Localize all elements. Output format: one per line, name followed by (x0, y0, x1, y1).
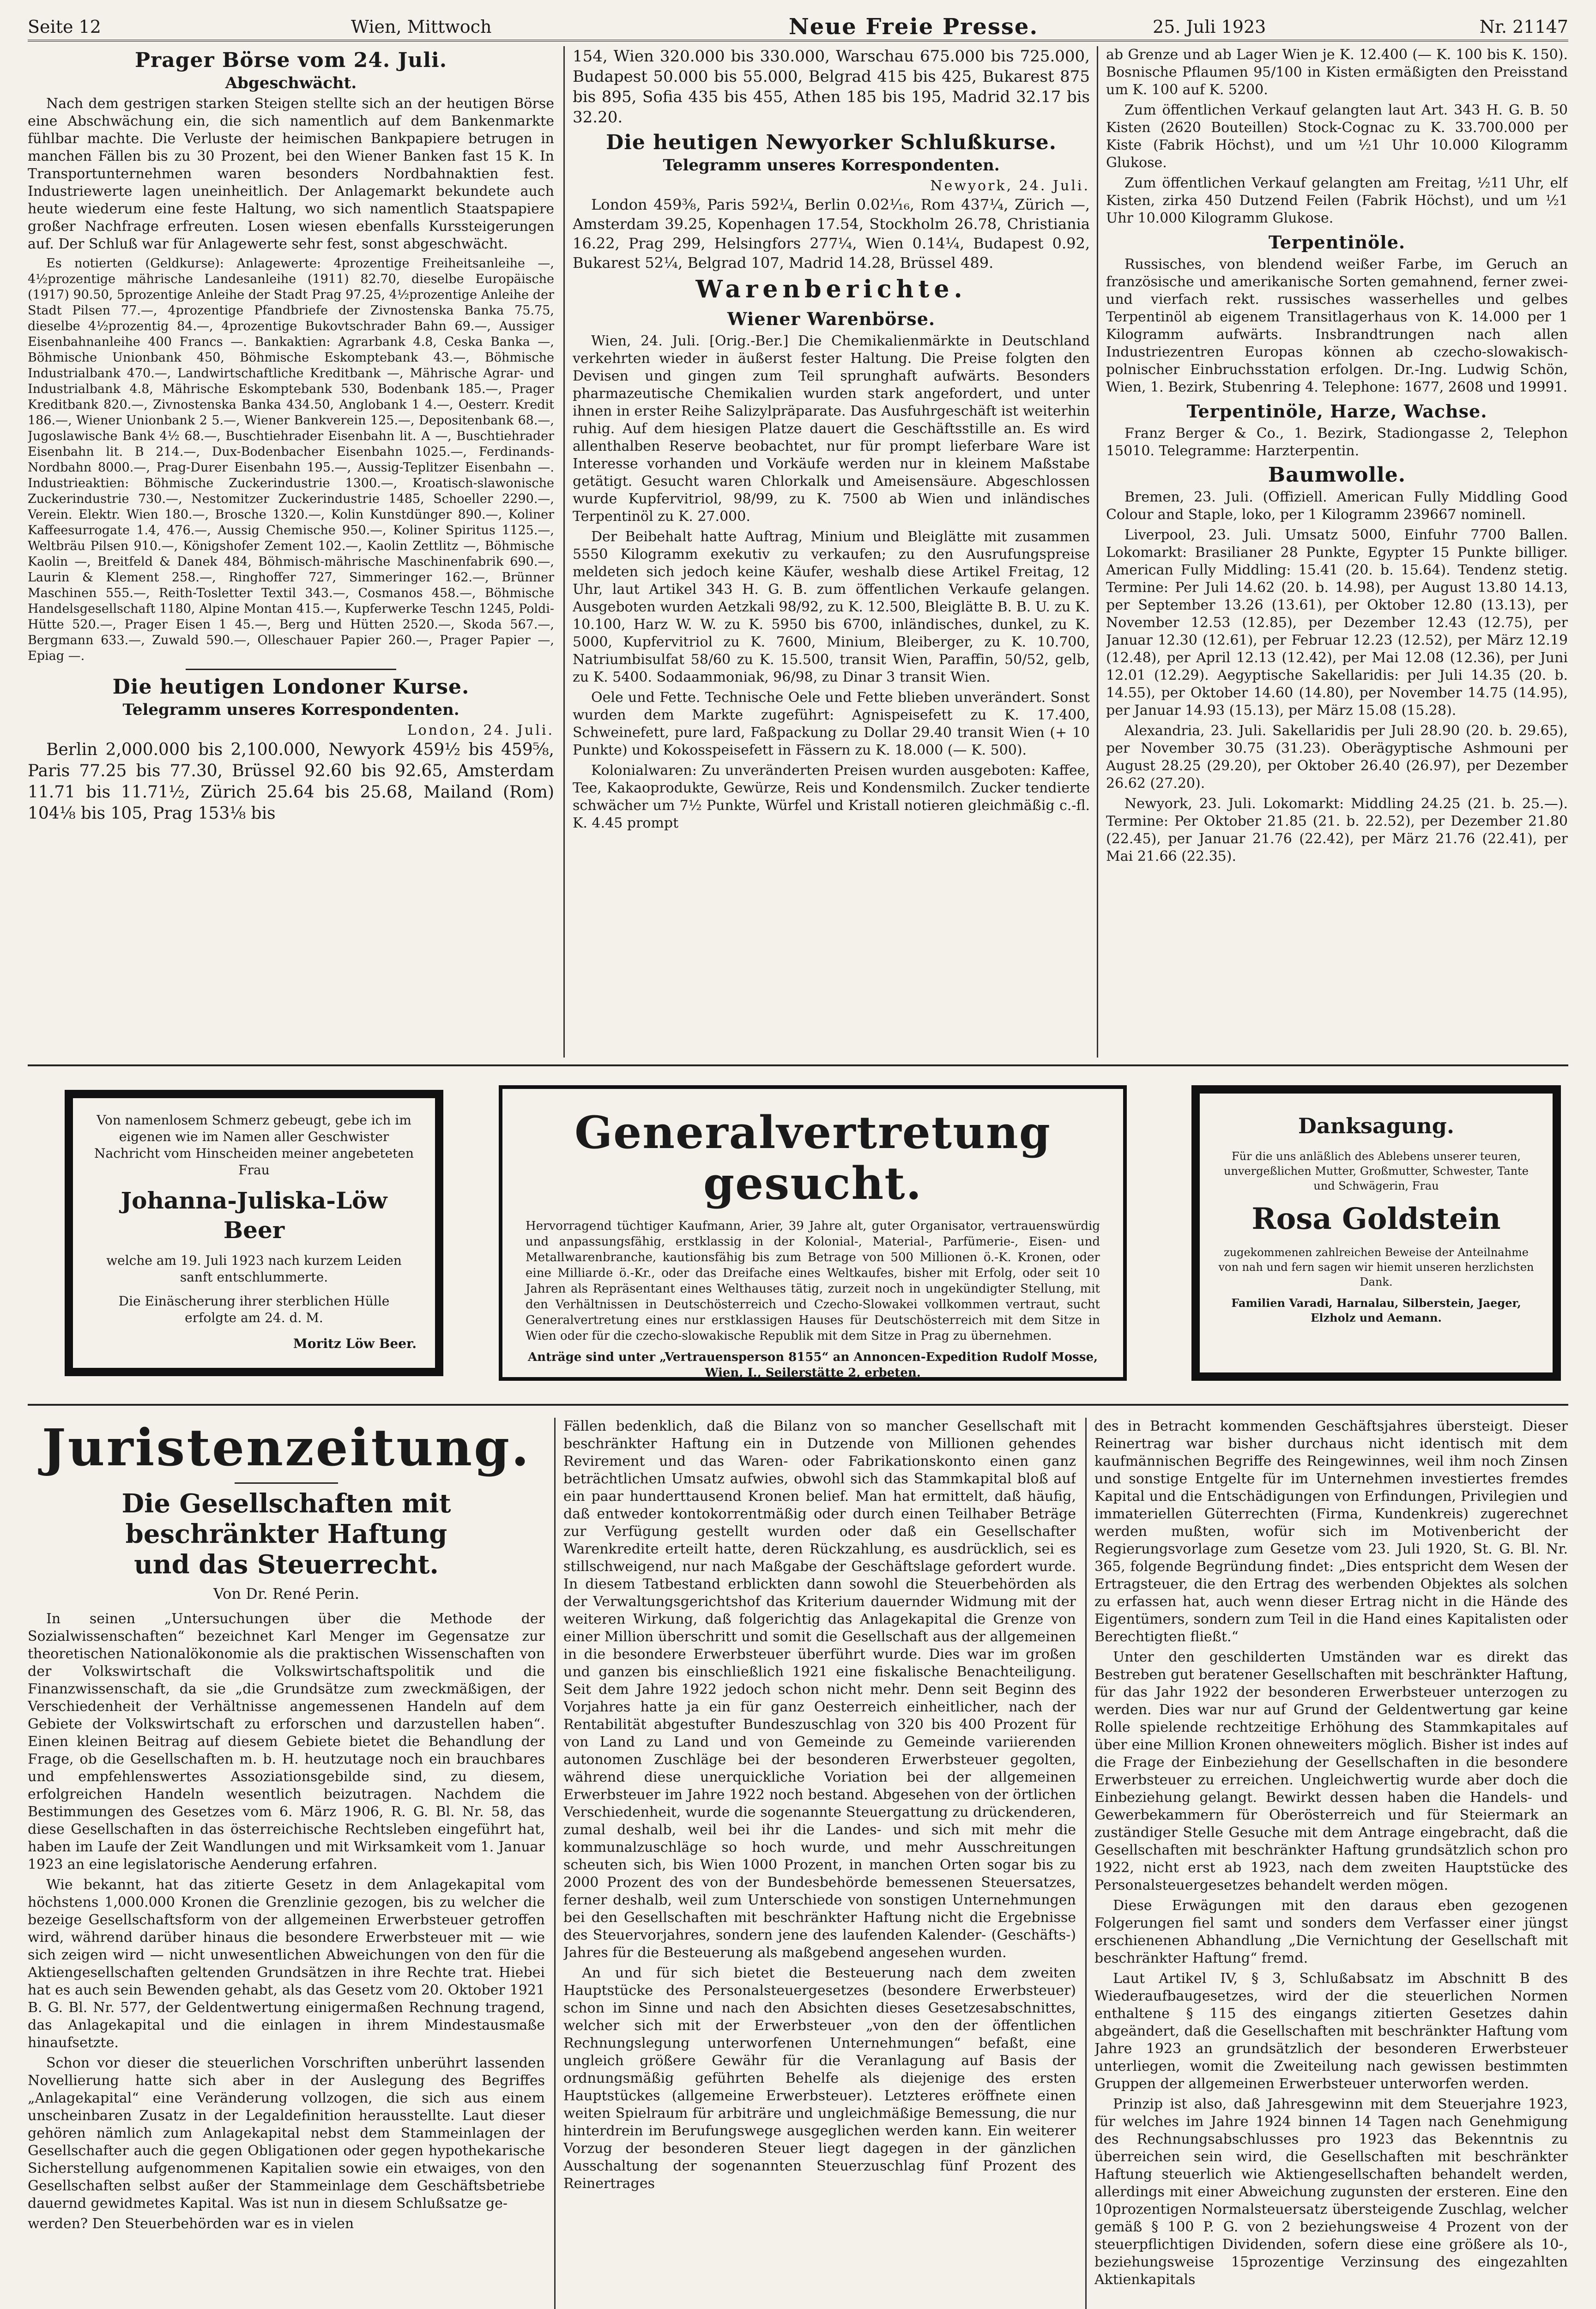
rates-continued: 154, Wien 320.000 bis 330.000, Warschau 675.000 bis 725.000, Budapest 50.000 bis 55.000, Belgrad 415 bis 425, Bukarest 875 bis 895, Sofia 435 bis 455, Athen 185 bis 195, Madrid 32.17 bis 32.20. (573, 47, 1090, 127)
prague-exchange-title: Prager Börse vom 24. Juli. (134, 48, 447, 72)
job-ad (499, 1085, 1127, 1381)
col3-text-2: Zum öffentlichen Verkauf gelangten am Freitag, ½11 Uhr, elf Kisten, zirka 450 Dutzend Feilen (Fabrik Höchst), und um ½1 Uhr 10.000 Kilogramm Glukose. (1106, 175, 1568, 226)
london-dateline: London, 24. Juli. (407, 722, 554, 738)
newyork-rates-text: London 459⅜, Paris 592¼, Berlin 0.02¹⁄₁₆, Rom 437¼, Zürich —, Amsterdam 39.25, Kopenhagen 17.54, Stockholm 26.78, Christiania 16.22, Prag 299, Helsingfors 277¼, Wien 0.14¼, Budapest 0.92, Bukarest 52¼, Belgrad 107, Madrid 14.28, Brüssel 489. (573, 196, 1090, 272)
article-paragraph-10: Laut Artikel IV, § 3, Schlußabsatz im Abschnitt B des Wiederaufbaugesetzes, wird der die steuerlichen Normen enthaltene § 115 des eingangs zitierten Gesetzes dahin abgeändert, daß die Gesellschaften mit beschränkter Haftung vom Jahre 1923 an grundsätzlich der besonderen Erwerbsteuer unterliegen, womit die Zweiteilung nach gewissen bestimmten Gruppen der allgemeinen Erwerbsteuer unterworfen werden. (1094, 1971, 1568, 2092)
commodity-reports-title: Warenberichte. (695, 275, 967, 303)
article-title-line-1: Die Gesellschaften mit beschränkter Haftung (121, 1488, 451, 1549)
divider (235, 1482, 338, 1484)
article-paragraph-1: In seinen „Untersuchungen über die Methode der Sozialwissenschaften“ bezeichnet Karl Menger im Gegensatze zur theoretischen Nationalökonomie als die praktischen Wissenschaften von der Volkswirtschaft die Volkswirtschaftspolitik und die Finanzwissenschaft, da sie „die Grundsätze zum zweckmäßigen, der Verschiedenheit der Verhältnisse angemessenen Handeln auf dem Gebiete der Volkswirtschaft zu erforschen und darzustellen haben“. Einen kleinen Beitrag auf diesem Gebiete bietet die Behandlung der Frage, ob die Gesellschaften m. b. H. heutzutage noch ein brauchbares und empfehlenswertes Assoziationsgebilde sind, zu diesem, erfolgreichen Handeln wesentlich beizutragen. Nachdem die Bestimmungen des Gesetzes vom 6. März 1906, R. G. Bl. Nr. 58, das diese Gesellschaften in das österreichische Rechtsleben eingeführt hat, haben im Laufe der Zeit Wandlungen und mit Wirksamkeit vom 1. Januar 1923 an eine legislatorische Aenderung erfahren. (28, 1611, 545, 1873)
vienna-commodity-text-1: Wien, 24. Juli. [Orig.-Ber.] Die Chemikalienmärkte in Deutschland verkehrten wieder in äußerst fester Haltung. Die Preise folgten den Devisen und gingen zum Teil sprunghaft aufwärts. Besonders pharmazeutische Chemikalien wurden stark angefordert, und unter ihnen in erster Reihe Salizylpräparate. Das Ausfuhrgeschäft ist weiterhin ruhig. Auf dem hiesigen Platze dauert die Geschäftsstille an. Es wird allenthalben Reserve beobachtet, nur für prompt lieferbare Ware ist Interesse vorhanden und Vorkäufe werden nur in kleinem Maßstabe getätigt. Gesucht waren Chlorkalk und Ameisensäure. Abgeschlossen wurde Kupfervitriol, 98/99, zu K. 7500 ab Wien und inländisches Terpentinöl zu K. 27.000. (573, 333, 1090, 525)
london-rates-text: Berlin 2,000.000 bis 2,100.000, Newyork 459½ bis 459⅝, Paris 77.25 bis 77.30, Brüssel 92.60 bis 92.65, Amsterdam 11.71 bis 11.71½, Zürich 25.64 bis 25.68, Mailand (Rom) 104⅛ bis 105, Prag 153⅛ bis (28, 740, 554, 823)
juristen-column-2 (563, 1418, 1076, 2309)
article-paragraph-2: Wie bekannt, hat das zitierte Gesetz in dem Anlagekapital vom höchstens 1,000.000 Kronen die Grenzlinie gezogen, bis zu welcher die bezeige Gesellschaftsform von der allgemeinen Erwerbsteuer getroffen wird, während darüber hinaus die besondere Erwerbsteuer mit — wie sich zeigen wird — nicht unwesentlichen Abweichungen von den für die Aktiengesellschaften geltenden Grundsätzen in ihre Rechte trat. Hiebei hat es auch sein Bewenden gehabt, als das Gesetz vom 20. Oktober 1921 B. G. Bl. Nr. 577, der Geldentwertung einigermaßen Rechnung tragend, das Anlagekapital und die einlagen in ihrem Mindestausmaße hinaufsetzte. (28, 1877, 545, 2051)
masthead-dayline: Wien, Mittwoch (351, 17, 492, 37)
thanks-name: Rosa Goldstein (1251, 1202, 1501, 1236)
obituary-intro: Von namenlosem Schmerz gebeugt, gebe ich im eigenen wie im Namen aller Geschwister Nachricht vom Hinscheiden meiner angebeteten Frau (94, 1112, 414, 1178)
obituary-cremation-text: Die Einäscherung ihrer sterblichen Hülle erfolgte am 24. d. M. (118, 1294, 390, 1325)
legal-journal-title: Juristenzeitung. (42, 1418, 531, 1477)
column-2 (573, 46, 1090, 1058)
cotton-alexandria: Alexandria, 23. Juli. Sakellaridis per Juli 28.90 (20. b. 29.65), per November 30.75 (31.23). Oberägyptische Ashmouni per August 28.25 (29.20), per Oktober 26.40 (26.97), per Dezember 26.62 (27.20). (1106, 723, 1568, 792)
article-paragraph-11: Prinzip ist also, daß Jahresgewinn mit dem Steuerjahre 1923, für welches im Jahre 1924 binnen 14 Tagen nach Genehmigung des Rechnungsabschlusses pro 1923 das Bekenntnis zu überreichen sein wird, die Gesellschaften mit beschränkter Haftung steuerlich wie Aktiengesellschaften behandelt werden, allerdings mit einer Abweichung zugunsten der ersteren. Eine den 10prozentigen Normalsteuersatz übersteigende Zuschlag, welcher gemäß § 100 P. G. von 2 beziehungsweise 4 Prozent von der steuerpflichtigen Dividenden, sofern diese eine größere als 10-, beziehungsweise 15prozentige Verzinsung des eingezahlten Aktienkapitals (1094, 2096, 1568, 2288)
job-ad-contact: Anträge sind unter „Vertrauensperson 8155“ an Annoncen-Expedition Rudolf Mosse, Wien, I., Seilerstätte 2, erbeten. (527, 1350, 1098, 1380)
article-paragraph-4: werden? Den Steuerbehörden war es in vielen (28, 2216, 354, 2232)
job-ad-text: Hervorragend tüchtiger Kaufmann, Arier, 39 Jahre alt, guter Organisator, vertrauenswürdig und anpassungsfähig, erstklassig in der Kolonial-, Material-, Parfümerie-, Eisen- und Metallwarenbranche, kautionsfähig bis zum Betrage von 500 Millionen ö.-K. Kronen, oder eine Milliarde ö.-Kr., oder das Dreifache eines Weltkaufes, bisher mit Erfolg, oder seit 10 Jahren als Repräsentant eines Welthauses tätig, zurzeit noch in ungekündigter Stellung, mit den Verhältnissen in Deutschösterreich und Czecho-Slowakei vollkommen vertraut, sucht Generalvertretung eines nur erstklassigen Hauses für Deutschösterreich mit dem Sitze in Wien oder für die czecho-slowakische Republik mit dem Sitze in Prag zu übernehmen. (526, 1219, 1100, 1343)
thanks-intro: Für die uns anläßlich des Ablebens unserer teuren, unvergeßlichen Mutter, Großmutter, Schwester, Tante und Schwägerin, Frau (1224, 1150, 1529, 1192)
column-rule (563, 46, 565, 1058)
vienna-commodity-text-2: Der Beibehalt hatte Auftrag, Minium und Bleiglätte mit zusammen 5550 Kilogramm exekutiv zu verkaufen; zu den Ausrufungspreise meldeten sich jedoch keine Käufer, weshalb diese Artikel Freitag, 12 Uhr, laut Artikel 343 H. G. B. zum öffentlichen Verkaufe gelangen. Ausgeboten wurden Aetzkali 98/92, zu K. 12.500, Bleiglätte B. B. U. zu K. 10.100, Harz W. W. zu K. 5950 bis 6700, inländisches, dunkel, zu K. 5000, Kupfervitriol zu K. 7600, Minium, Bleiberger, zu K. 10.700, Natriumbisulfat 58/60 zu K. 15.500, transit Wien, Paraffin, 50/52, gelb, zu K. 5400. Sodaammoniak, 96/98, zu Dinar 3 transit Wien. (573, 529, 1090, 685)
thanks-ad (1191, 1085, 1561, 1381)
vienna-commodity-text-3: Oele und Fette. Technische Oele und Fette blieben unverändert. Sonst wurden dem Markte zugeführt: Agnispeisefett zu K. 17.400, Schweinefett, pure lard, Faßpackung zu Dollar 29.40 transit Wien (+ 10 Punkte) und Kokosspeisefett in Fässern zu K. 18.000 (— K. 500). (573, 689, 1090, 758)
column-rule (1097, 46, 1098, 1058)
obituary-ad (65, 1090, 443, 1376)
masthead (28, 14, 1568, 42)
article-paragraph-9: Diese Erwägungen mit den daraus eben gezogenen Folgerungen fiel samt und sonders dem Verfasser einer jüngst erschienenen Abhandlung „Die Vernichtung der Gesellschaft mit beschränkter Haftung“ fremd. (1094, 1898, 1568, 1966)
article-paragraph-7: des in Betracht kommenden Geschäftsjahres übersteigt. Dieser Reinertrag war bisher durchaus nicht identisch mit dem kaufmännischen Begriffe des Reingewinnes, weil ihm noch Zinsen und sonstige Entgelte für im Unternehmen investiertes fremdes Kapital und die Entschädigungen von Erfindungen, Privilegien und immateriellen Güterrechten (Firma, Kundenkreis) zugerechnet werden mußten, wofür sich im Motivenbericht der Regierungsvorlage zum Gesetze vom 23. Juli 1920, St. G. Bl. Nr. 365, folgende Begründung findet: „Dies entspricht dem Wesen der Ertragsteuer, die den Ertrag des werbenden Objektes als solchen zu erfassen hat, auch wenn dieser Ertrag nicht in die Hände des Eigentümers, sondern zum Teil in die Hand eines Kapitalisten oder Berechtigten fließt.“ (1094, 1418, 1568, 1645)
article-paragraph-8: Unter den geschilderten Umständen war es direkt das Bestreben gut beratener Gesellschaften mit beschränkter Haftung, für das Jahr 1922 der besonderen Erwerbsteuer unterzogen zu werden. Dies war nur auf Grund der Geldentwertung gar keine Rolle spielende rechtzeitige Erhöhung des Stammkapitales auf über eine Million Kronen ohneweiters möglich. Bisher ist indes auf die Frage der Einbeziehung der Gesellschaften in die besondere Erwerbsteuer zu erreichen. Ungleichwertig wurde aber doch die Einbeziehung gelangt. Bewirkt dessen haben die Handels- und Gewerbekammern für Oberösterreich und für Steiermark an zuständiger Stelle Gesuche mit dem Antrage eingebracht, daß die Gesellschaften mit beschränkter Haftung grundsätzlich schon pro 1922, nicht erst ab 1923, nach dem zweiten Hauptstücke des Personalsteuergesetzes behandelt werden mögen. (1094, 1649, 1568, 1893)
job-ad-title: Generalvertretung gesucht. (574, 1106, 1051, 1209)
thanks-text: zugekommenen zahlreichen Beweise der Anteilnahme von nah und fern sagen wir hiemit unseren herzlichsten Dank. (1218, 1246, 1534, 1288)
obituary-name: Johanna-Juliska-Löw Beer (121, 1187, 387, 1244)
prague-exchange-text: Nach dem gestrigen starken Steigen stellte sich an der heutigen Börse eine Abschwächung ein, die sich namentlich auf dem Bankenmarkte fühlbar machte. Die Verluste der heimischen Bankpapiere betrugen in manchen Fällen bis zu 30 Prozent, bei den Wiener Banken fast 15 K. In Transportunternehmen waren besonders Nordbahnaktien fest. Industriewerte lagen uneinheitlich. Der Anlagemarkt bekundete auch heute wiederum eine feste Haltung, wo sich namentlich Staatspapiere großer Nachfrage erfreuten. Losen wiesen ebenfalls Kurssteigerungen auf. Der Schluß war für Anlagewerte sehr fest, sonst abgeschwächt. (28, 96, 554, 252)
article-byline: Von Dr. René Perin. (213, 1585, 360, 1602)
cotton-liverpool: Liverpool, 23. Juli. Umsatz 5000, Einfuhr 7700 Ballen. Lokomarkt: Brasilianer 28 Punkte, Egypter 15 Punkte billiger. American Fully Middling: 15.41 (20. b. 15.64). Tendenz stetig. Termine: Per Juli 14.62 (20. b. 14.98), per August 13.80 14.13, per September 13.26 (13.61), per Oktober 12.80 (13.13), per November 12.53 (12.85), per Dezember 12.43 (12.75), per Januar 12.30 (12.61), per Februar 12.23 (12.52), per März 12.19 (12.48), per April 12.13 (12.42), per Mai 12.08 (12.36), per Juni 12.01 (12.29). Aegyptische Sakellaridis: per Juli 14.35 (20. b. 14.55), per Oktober 14.60 (14.80), per November 14.75 (14.95), per Januar 14.93 (15.13), per März 15.08 (15.28). (1106, 527, 1568, 719)
cotton-title: Baumwolle. (1268, 463, 1406, 487)
article-paragraph-5: Fällen bedenklich, daß die Bilanz von so mancher Gesellschaft mit beschränkter Haftung ein in Dutzende von Millionen gehendes Revirement und das Waren- oder Fabrikationskonto einen ganz beträchtlichen Umsatz aufwies, obwohl sich das Stammkapital bloß auf ein paar hunderttausend Kronen belief. Man hat ermittelt, daß häufig, daß entweder kontokorrentmäßig oder durch einen Teilhaber Beträge zur Verfügung gestellt wurden oder daß ein Gesellschafter Warenkredite erteilt hatte, deren Rückzahlung, es ausdrücklich, sei es stillschweigend, nur nach Maßgabe der Geschäftslage gefordert wurde. In diesem Tatbestand erblickten dann sowohl die Steuerbehörden als der Verwaltungsgerichtshof das Kriterium dauernder Widmung mit der weiteren Wirkung, daß folgerichtig das Anlagekapital die Grenze von einer Million überschritt und somit die Gesellschaft aus der allgemeinen in die besondere Erwerbsteuer überführt wurde. Dies war im großen und ganzen bis einschließlich 1921 eine fiskalische Benachteiligung. Seit dem Jahre 1922 jedoch schon nicht mehr. Denn seit Beginn des Vorjahres hatte ja ein für ganz Oesterreich einheitlicher, nach der Rentabilität abgestufter Bundeszuschlag von 320 bis 400 Prozent für von Land zu Land und von Gemeinde zu Gemeinde variierenden autonomen Zuschläge bei der besonderen Erwerbsteuer gegolten, während diese unerquickliche Voriation bei der allgemeinen Erwerbsteuer im Jahre 1922 noch bestand. Abgesehen von der örtlichen Verschiedenheit, wurde die sogenannte Steuergattung zu drückenderen, zumal deshalb, weil bei ihr die Landes- und sich mit mehr die kommunalzuschläge so hoch wurde, und mehr Ausschreitungen scheuten sich, bis Wien 1000 Prozent, in manchen Orten sogar bis zu 2000 Prozent des von der Bundesbehörde bemessenen Steuersatzes, ferner deshalb, weil zum Unterschiede von sonstigen Unternehmungen bei den Gesellschaften mit beschränkter Haftung nicht die Ergebnisse des Steuervorjahres, sondern jene des laufenden Kalender- (Geschäfts-) Jahres für die Besteuerung als maßgebend angesehen wurden. (563, 1418, 1076, 1961)
obituary-signature: Moritz Löw Beer. (293, 1336, 417, 1351)
turpentine-text: Russisches, von blendend weißer Farbe, im Geruch an französische und amerikanische Sorten gemahnend, ferner zwei- und vierfach rekt. russisches wasserhelles und gelbes Terpentinöl ab eigenem Transitlagerhaus von K. 14.000 per 1 Kilogramm aufwärts. Insbrandtrungen nach allen Industriezentren Europas können ab czecho-slowakisch-polnischer Einbruchsstation erfolgen. Dr.-Ing. Ludwig Schön, Wien, 1. Bezirk, Stubenring 4. Telephone: 1677, 2608 und 19991. (1106, 256, 1568, 395)
resins-title: Terpentinöle, Harze, Wachse. (1186, 401, 1487, 422)
masthead-right (1153, 17, 1568, 37)
col3-text-1: Zum öffentlichen Verkauf gelangten laut Art. 343 H. G. B. 50 Kisten (2620 Bouteillen) Stock-Cognac zu K. 33.700.000 per Kiste (Fabrik Höchst), und um ½1 Uhr 10.000 Kilogramm Glukose. (1106, 102, 1568, 171)
masthead-page: Seite 12 (28, 17, 101, 37)
thanks-title: Danksagung. (1298, 1113, 1454, 1138)
masthead-date: 25. Juli 1923 (1153, 17, 1266, 37)
article-paragraph-3: Schon vor dieser die steuerlichen Vorschriften unberührt lassenden Novellierung hatte sich aber in der Auslegung des Begriffes „Anlagekapital“ eine Veränderung vollzogen, die sich aus einem unscheinbaren Zusatz in der Legaldefinition herausstellte. Laut dieser gehören nämlich zum Anlagekapital nebst dem Stammeinlagen der Gesellschafter auch die gegen Obligationen oder gegen hypothekarische Sicherstellung aufgenommenen Kapitalien sowie ein etwaiges, von den Gesellschaften selbst außer der Stammeinlage dem Geschäftsbetriebe dauernd gewidmetes Kapital. Was ist nun in diesem Schlußsatze ge- (28, 2055, 545, 2212)
obituary-date-text: welche am 19. Juli 1923 nach kurzem Leiden sanft entschlummerte. (106, 1253, 402, 1285)
prague-exchange-quotes: Es notierten (Geldkurse): Anlagewerte: 4prozentige Freiheitsanleihe —, 4½prozentige mährische Landesanleihe (1911) 82.70, dieselbe Europäische (1917) 90.50, 5prozentige Anleihe der Stadt Prag 97.25, 4½prozentige Anleihe der Stadt Pilsen 77.—, 4prozentige Pfandbriefe der Zivnostenska Banka 75.75, dieselbe 4½prozentig 84.—, 4prozentige Bukovtschrader Bahn 69.—, Aussiger Eisenbahnanleihe 400 Francs —. Bankaktien: Agrarbank 4.8, Ceska Banka —, Böhmische Unionbank 450, Böhmische Eskomptebank 43.—, Böhmische Industrialbank 470.—, Landwirtschaftliche Kreditbank —, Mährische Agrar- und Industrialbank 4.8, Mährische Eskomptebank 530, Bodenbank 185.—, Prager Kreditbank 820.—, Zivnostenska Banka 434.50, Anglobank 1 4.—, Oesterr. Kredit 186.—, Wiener Unionbank 2 5.—, Wiener Bankverein 125.—, Depositenbank 68.—, Jugoslawische Bank 4½ 68.—, Buschtiehrader Eisenbahn lit. A —, Buschtiehrader Eisenbahn lit. B 214.—, Dux-Bodenbacher Eisenbahn 1025.—, Ferdinands-Nordbahn 8000.—, Prag-Durer Eisenbahn 195.—, Aussig-Teplitzer Eisenbahn —. Industrieaktien: Böhmische Zuckerindustrie 1300.—, Kroatisch-slawonische Zuckerindustrie 730.—, Nestomitzer Zuckerindustrie 1485, Schoeller 2290.—, Verein. Elektr. Wien 180.—, Brosche 1320.—, Kolin Kunstdünger 890.—, Koliner Kaffeesurrogate 1.4, 476.—, Aussig Chemische 950.—, Koliner Spiritus 1125.—, Weltbräu Pilsen 910.—, Königshofer Zement 102.—, Kaolin Zettlitz —, Böhmische Kaolin —, Breitfeld & Danek 484, Böhmisch-mährische Maschinenfabrik 690.—, Laurin & Klement 258.—, Ringhoffer 727, Simmeringer 162.—, Brünner Maschinen 555.—, Reith-Tosletter Textil 343.—, Cosmanos 458.—, Böhmische Handelsgesellschaft 1180, Alpine Montan 415.—, Kupferwerke Teschn 1245, Poldi-Hütte 520.—, Prager Eisen 1 45.—, Berg und Hütten 2520.—, Skoda 567.—, Bergmann 633.—, Zuwald 590.—, Olleschauer Papier 260.—, Prager Papier —, Epiag —. (28, 256, 554, 663)
column-1 (28, 46, 554, 1058)
turpentine-title: Terpentinöle. (1268, 232, 1406, 253)
newyork-rates-title: Die heutigen Newyorker Schlußkurse. (606, 131, 1057, 154)
section-divider (28, 1064, 1568, 1066)
newyork-rates-subtitle: Telegramm unseres Korrespondenten. (663, 156, 1000, 175)
newyork-dateline: Newyork, 24. Juli. (930, 178, 1090, 194)
thanks-signature: Familien Varadi, Harnalau, Silberstein, Jaeger, Elzholz und Aemann. (1231, 1296, 1521, 1324)
london-rates-subtitle: Telegramm unseres Korrespondenten. (122, 701, 459, 719)
cotton-bremen: Bremen, 23. Juli. (Offiziell. American Fully Middling Good Colour and Staple, loko, per 1 Kilogramm 239667 nominell. (1106, 489, 1568, 523)
juristen-column-1 (28, 1418, 545, 2309)
london-rates-title: Die heutigen Londoner Kurse. (112, 675, 470, 699)
resins-text: Franz Berger & Co., 1. Bezirk, Stadiongasse 2, Telephon 15010. Telegramme: Harzterpentin. (1106, 425, 1568, 459)
divider (186, 669, 396, 670)
masthead-title: Neue Freie Presse. (788, 14, 1039, 40)
article-title-line-2: und das Steuerrecht. (134, 1549, 439, 1580)
vienna-commodity-exchange-title: Wiener Warenbörse. (727, 308, 936, 329)
juristen-column-3 (1094, 1418, 1568, 2309)
article-paragraph-6: An und für sich bietet die Besteuerung nach dem zweiten Hauptstücke des Personalsteuergesetzes (besondere Erwerbsteuer) schon im Sinne und nach den Absichten dieses Gesetzesabschnittes, welcher sich mit der Erwerbsteuer „von den der öffentlichen Rechnungslegung unterworfenen Unternehmungen“ befaßt, eine ungleich größere Gewähr für die Veranlagung auf Basis der ordnungsmäßig geführten Behelfe als diejenige des ersten Hauptstückes (allgemeine Erwerbsteuer). Letzteres eröffnete einen weiten Spielraum für arbiträre und ungleichmäßige Bemessung, die nur hinterdrein im Berufungswege ausgeglichen werden kann. Ein weiterer Vorzug der besonderen Steuer liegt dagegen in der gänzlichen Ausschaltung der sogenannten Steuerzuschlag fünf Prozent des Reinertrages (563, 1965, 1076, 2192)
masthead-number: Nr. 21147 (1479, 17, 1568, 37)
column-3 (1106, 46, 1568, 1058)
column-rule (554, 1418, 556, 2309)
column-rule (1085, 1418, 1087, 2309)
prague-exchange-subtitle: Abgeschwächt. (225, 74, 357, 92)
cotton-newyork: Newyork, 23. Juli. Lokomarkt: Middling 24.25 (21. b. 25.—). Termine: Per Oktober 21.85 (21. b. 22.52), per Dezember 21.80 (22.45), per Januar 21.76 (22.42), per März 21.76 (22.41), per Mai 21.66 (22.35). (1106, 796, 1568, 864)
vienna-commodity-text-4: Kolonialwaren: Zu unveränderten Preisen wurden ausgeboten: Kaffee, Tee, Kakaoprodukte, Gewürze, Reis und Kondensmilch. Zucker tendierte schwächer um 7½ Punkte, Würfel und Kristall notieren gleichmäßig c.-fl. K. 4.45 prompt (573, 762, 1090, 831)
col3-text-0: ab Grenze und ab Lager Wien je K. 12.400 (— K. 100 bis K. 150). Bosnische Pflaumen 95/100 in Kisten ermäßigten den Preisstand um K. 100 auf K. 5200. (1106, 47, 1568, 98)
section-divider (28, 1404, 1568, 1406)
